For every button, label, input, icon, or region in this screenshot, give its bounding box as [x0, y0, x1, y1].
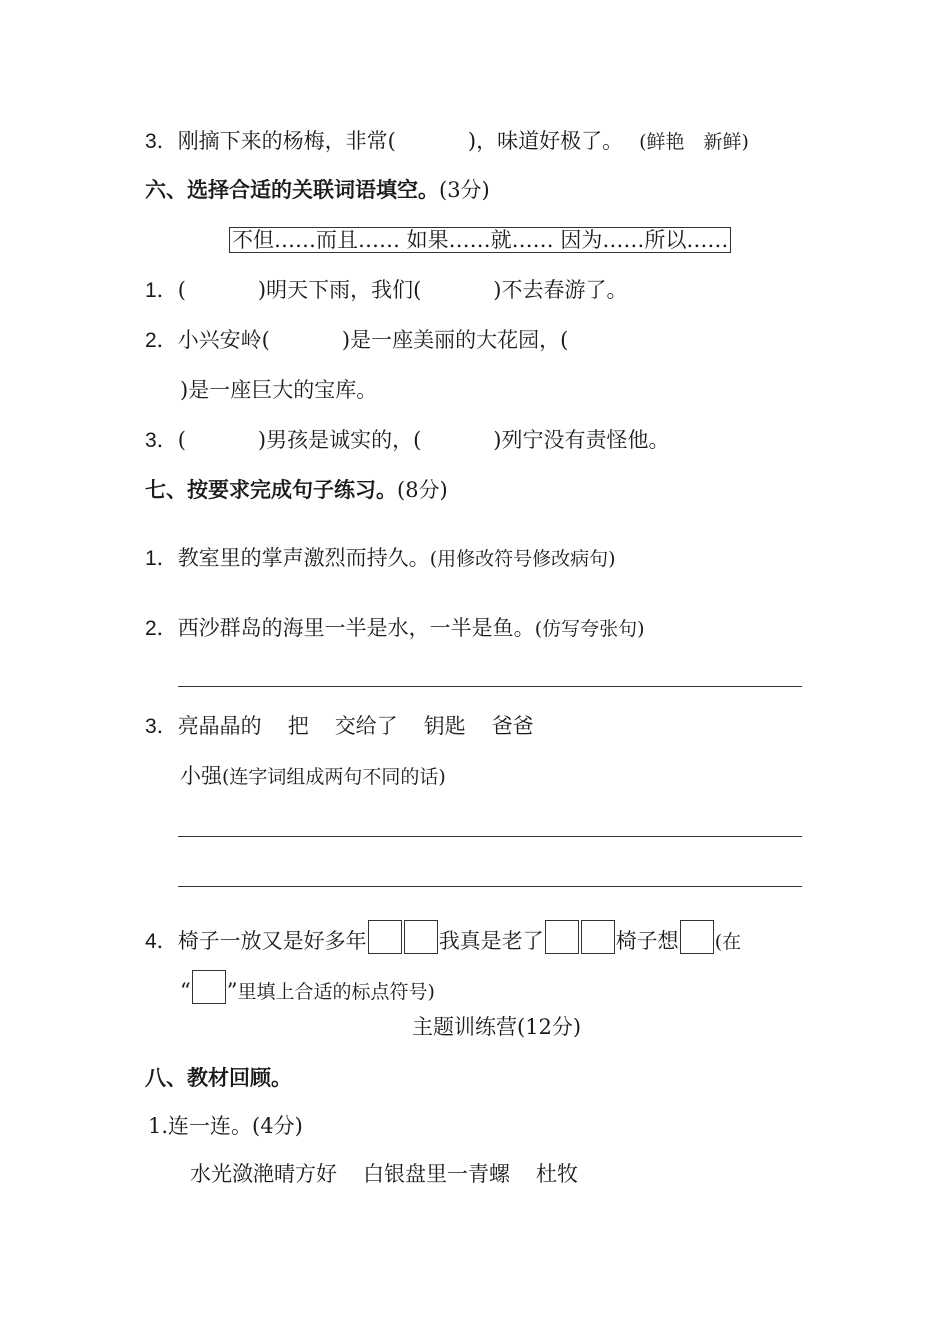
- punctuation-box[interactable]: [545, 920, 579, 954]
- matching-items: [190, 1160, 578, 1188]
- question-text: 椅子想: [615, 929, 679, 953]
- question-text-end: )列宁没有责怪他。: [493, 428, 670, 452]
- question-8-1: [148, 1112, 303, 1140]
- question-text: )男孩是诚实的，(: [257, 428, 422, 452]
- word-bank-box: 不但……而且…… 如果……就…… 因为……所以……: [229, 227, 731, 253]
- section-7-title: [145, 476, 448, 504]
- question-text: 椅子一放又是好多年: [177, 929, 367, 953]
- question-text-middle: )是一座美丽的大花园，(: [341, 328, 569, 352]
- word-bank: [229, 226, 731, 254]
- question-text-end: )是一座巨大的宝库。: [180, 378, 378, 402]
- question-7-3: [145, 712, 534, 741]
- question-hint: (在: [714, 931, 742, 953]
- question-number: 4．: [145, 930, 178, 953]
- theme-title: [412, 1013, 581, 1041]
- question-hint: (仿写夸张句): [534, 618, 645, 640]
- answer-line[interactable]: [178, 886, 802, 887]
- question-7-3-subject: [180, 762, 446, 791]
- section-title-text: 八、教材回顾。: [145, 1065, 292, 1090]
- section-score: (3分): [439, 178, 490, 202]
- matching-item[interactable]: 杜牧: [536, 1162, 578, 1186]
- question-5-3: [145, 127, 749, 156]
- question-text: 小兴安岭(: [177, 328, 270, 352]
- question-6-2-continued: [180, 376, 377, 404]
- word-item: 把: [287, 714, 309, 738]
- punctuation-box[interactable]: [680, 920, 714, 954]
- quote-mark: “: [180, 979, 191, 1003]
- subject-word: 小强: [180, 764, 222, 788]
- example-box: [192, 970, 226, 1004]
- section-6-title: [145, 176, 490, 204]
- question-hint: 里填上合适的标点符号): [237, 981, 435, 1003]
- question-number: 1．: [145, 279, 178, 302]
- paren-open: (: [177, 428, 186, 452]
- section-title-text: 七、按要求完成句子练习。: [145, 477, 397, 502]
- question-text: 西沙群岛的海里一半是水，一半是鱼。: [177, 616, 535, 640]
- question-text: 教室里的掌声激烈而持久。: [177, 546, 430, 570]
- word-item: 爸爸: [491, 714, 534, 738]
- matching-item[interactable]: 水光潋滟晴方好: [190, 1162, 337, 1186]
- question-7-4: [145, 920, 741, 956]
- question-number: 2．: [145, 329, 178, 352]
- question-text: 我真是老了: [438, 929, 544, 953]
- paren-open: (: [177, 278, 186, 302]
- question-6-1: [145, 276, 627, 305]
- question-7-4-hint: [180, 970, 435, 1006]
- question-number: 3．: [145, 130, 178, 153]
- word-item: 钥匙: [423, 714, 466, 738]
- question-text-end: )，味道好极了。: [467, 129, 624, 153]
- question-hint: (用修改符号修改病句): [429, 548, 616, 570]
- question-number: 2．: [145, 617, 178, 640]
- punctuation-box[interactable]: [404, 920, 438, 954]
- section-8-title: [145, 1064, 292, 1092]
- punctuation-box[interactable]: [581, 920, 615, 954]
- question-text: 刚摘下来的杨梅，非常(: [177, 129, 396, 153]
- word-options: (鲜艳 新鲜): [639, 131, 749, 153]
- question-6-2: [145, 326, 568, 355]
- question-number: 3．: [145, 715, 178, 738]
- answer-line[interactable]: [178, 686, 802, 687]
- word-item: 交给了: [334, 714, 398, 738]
- answer-line[interactable]: [178, 836, 802, 837]
- question-label: 1.连一连。(4分): [148, 1114, 303, 1138]
- section-title-text: 六、选择合适的关联词语填空。: [145, 177, 439, 202]
- matching-item[interactable]: 白银盘里一青螺: [363, 1162, 510, 1186]
- question-6-3: [145, 426, 669, 455]
- question-text-end: )不去春游了。: [493, 278, 628, 302]
- question-hint: (连字词组成两句不同的话): [222, 766, 446, 788]
- section-score: (8分): [397, 478, 448, 502]
- question-7-2: [145, 614, 645, 643]
- word-item: 亮晶晶的: [177, 714, 262, 738]
- question-text: )明天下雨，我们(: [257, 278, 422, 302]
- question-7-1: [145, 544, 616, 573]
- question-number: 1．: [145, 547, 178, 570]
- punctuation-box[interactable]: [368, 920, 402, 954]
- quote-mark: ”: [226, 979, 238, 1003]
- theme-title-text: 主题训练营(12分): [412, 1015, 582, 1039]
- question-number: 3．: [145, 429, 178, 452]
